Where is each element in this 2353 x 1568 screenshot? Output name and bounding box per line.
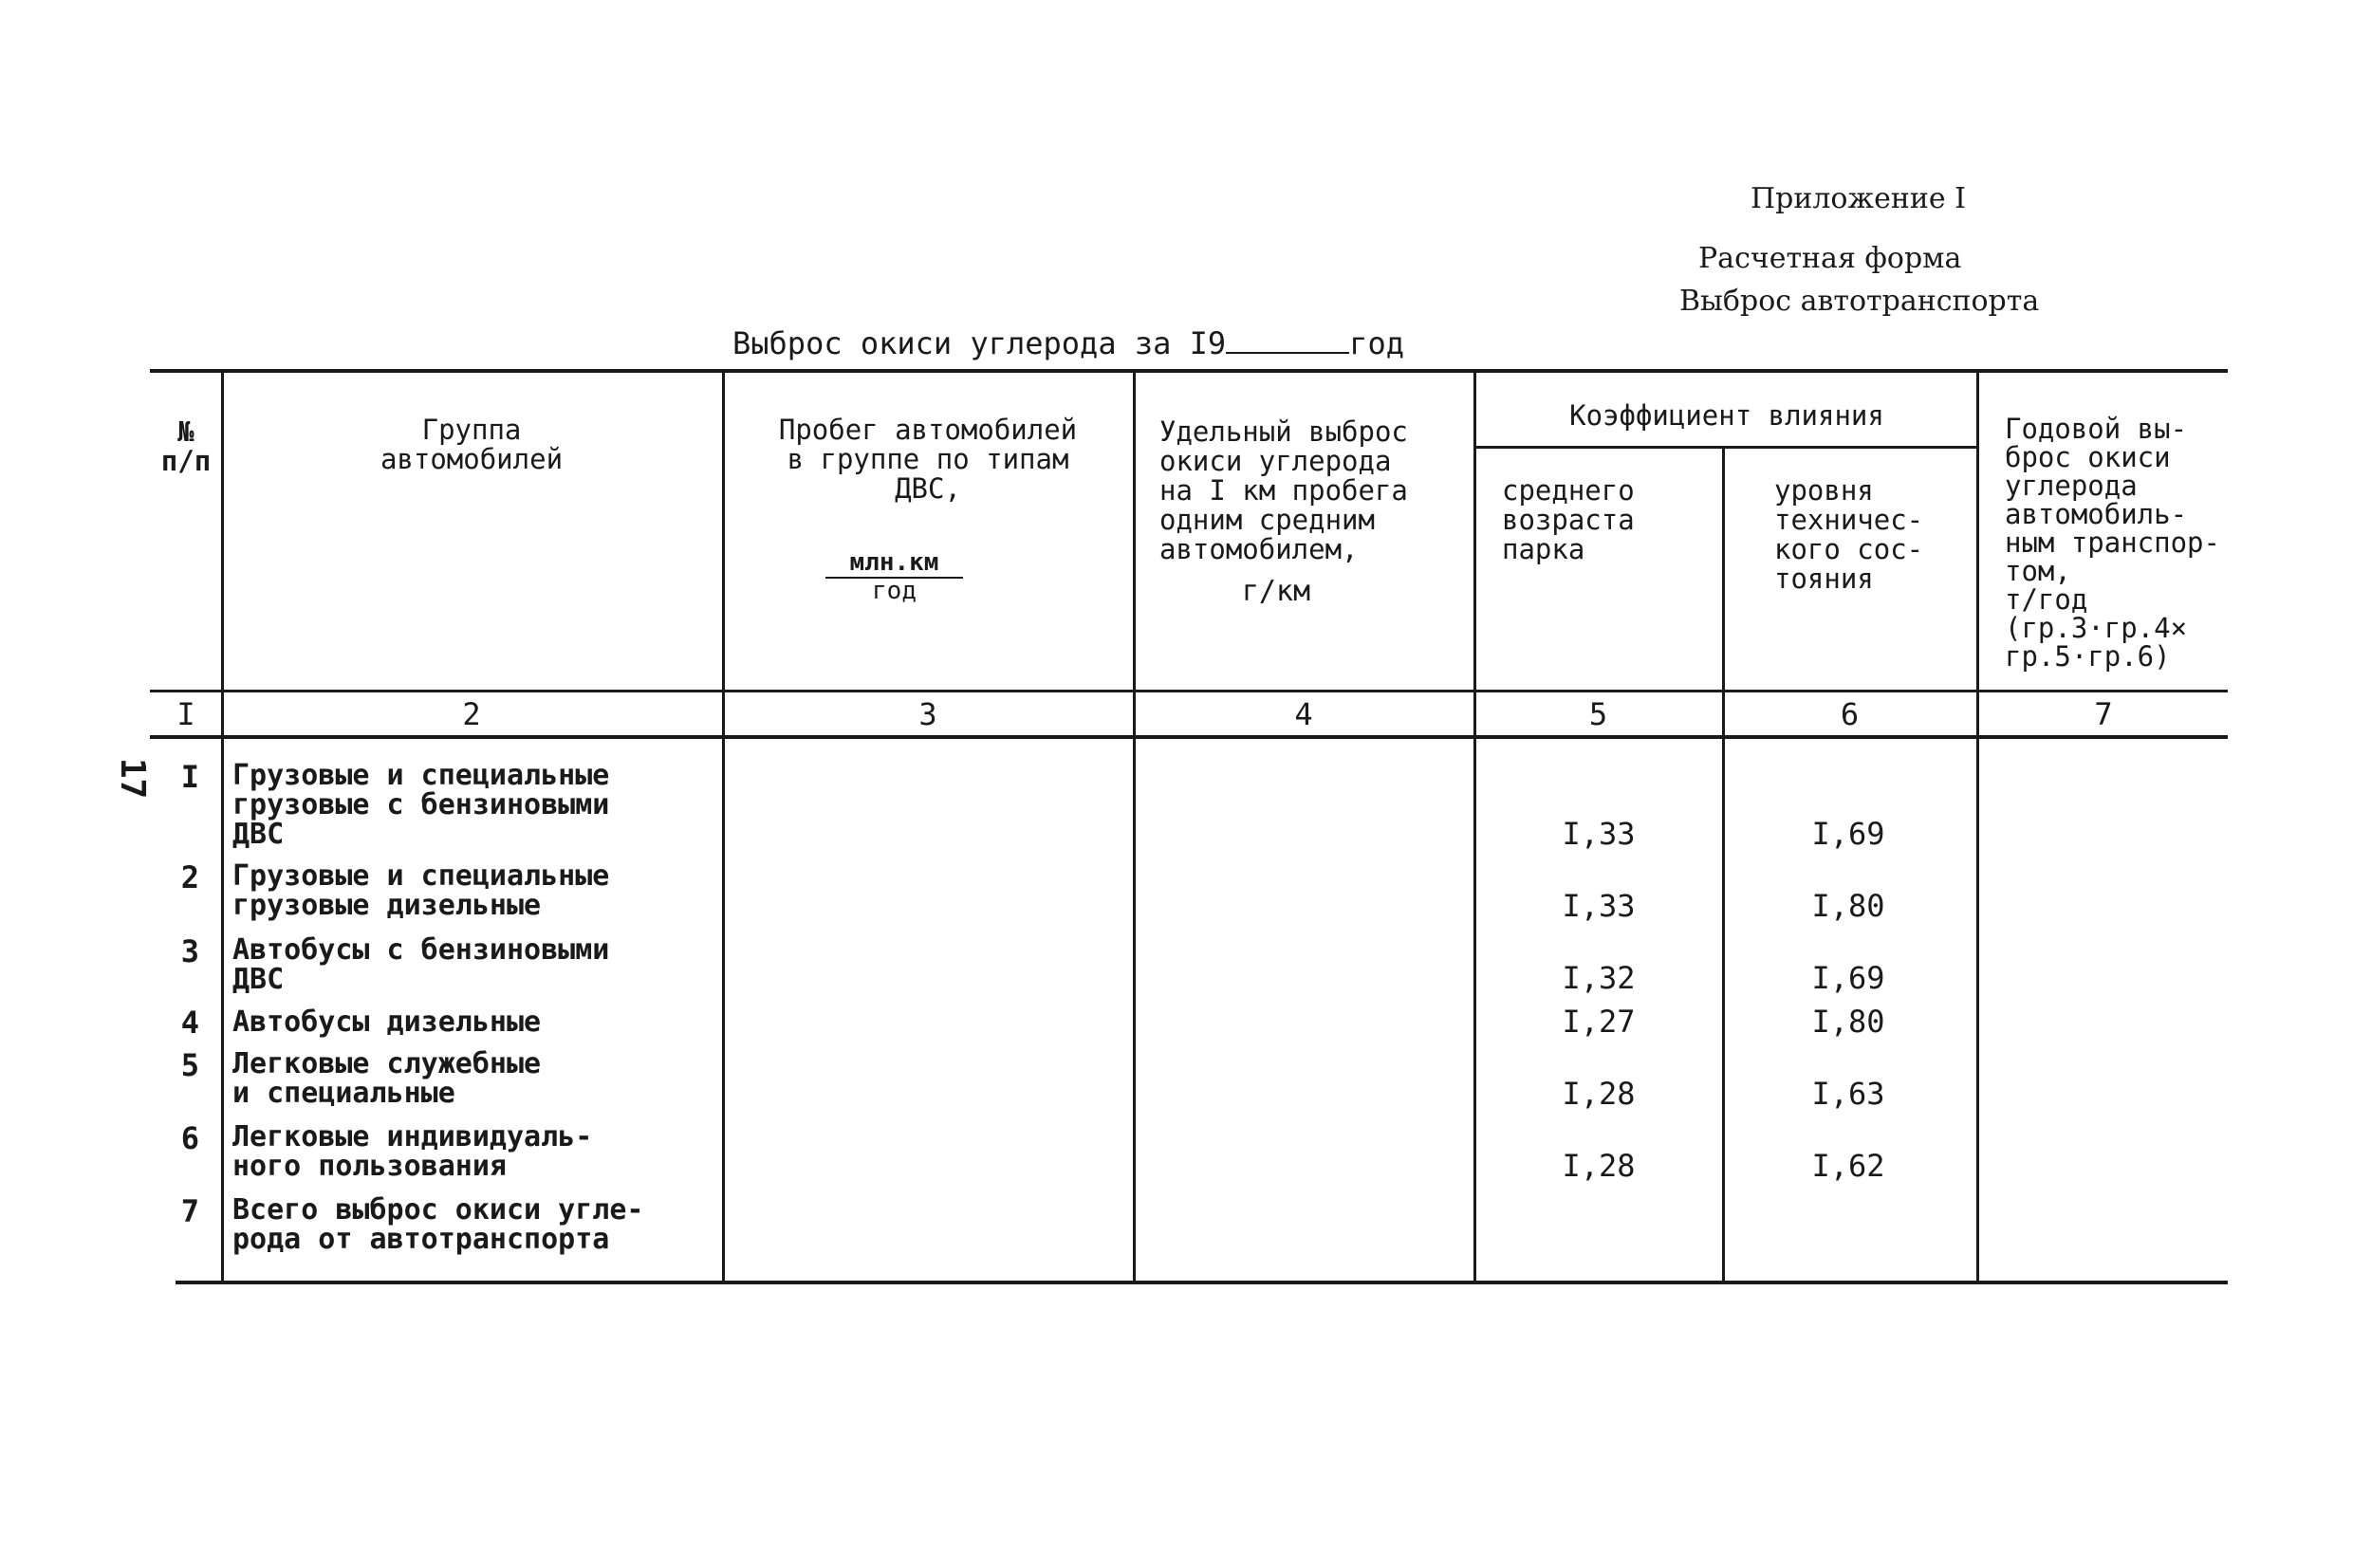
col-divider-5 — [1722, 447, 1725, 1283]
header-num: № п/п — [160, 415, 212, 477]
colnum-2: 2 — [462, 696, 481, 732]
page-number: 17 — [113, 757, 153, 800]
header-coef: Коэффициент влияния — [1569, 399, 1884, 432]
row-7-num: 7 — [180, 1193, 199, 1229]
header-annual: Годовой вы- брос окиси углерода автомобиль- ным транспор- том, т/год (гр.3·гр.4× гр.5·гр.6) — [2005, 413, 2220, 673]
row-5-coef-tech: I,63 — [1811, 1076, 1885, 1112]
row-2-coef-tech: I,80 — [1811, 888, 1885, 924]
colnum-7: 7 — [2094, 696, 2113, 732]
col-divider-6 — [1976, 371, 1979, 1283]
colnum-1: I — [176, 696, 195, 732]
col-divider-4 — [1473, 371, 1476, 1283]
appendix-label: Приложение I — [1751, 182, 1966, 215]
colnum-4: 4 — [1294, 696, 1313, 732]
mileage-unit-bottom: год — [872, 577, 917, 605]
page-title — [732, 325, 1404, 361]
row-4-coef-tech: I,80 — [1811, 1004, 1885, 1040]
col-divider-3 — [1133, 371, 1136, 1283]
coef-divider — [1475, 446, 1978, 449]
row-2-name: Грузовые и специальные грузовые дизельные — [232, 859, 610, 922]
row-3-name: Автобусы с бензиновыми ДВС — [232, 933, 610, 996]
row-3-coef-age: I,32 — [1562, 960, 1636, 996]
table-bottom-border — [176, 1281, 2228, 1284]
colnum-5: 5 — [1588, 696, 1608, 732]
col-divider-2 — [722, 371, 725, 1283]
row-1-coef-age: I,33 — [1562, 816, 1636, 852]
row-6-coef-age: I,28 — [1562, 1148, 1636, 1184]
row-5-num: 5 — [180, 1047, 199, 1083]
table-top-border — [150, 369, 2228, 373]
row-6-coef-tech: I,62 — [1811, 1148, 1885, 1184]
row-3-num: 3 — [180, 933, 199, 969]
row-6-name: Легковые индивидуаль- ного пользования — [232, 1120, 593, 1183]
colnum-bottom-border — [150, 735, 2228, 739]
row-5-coef-age: I,28 — [1562, 1076, 1636, 1112]
header-specific: Удельный выброс окиси углерода на I км пробега одним средним автомобилем, — [1159, 415, 1408, 565]
colnum-3: 3 — [918, 696, 937, 732]
row-6-num: 6 — [180, 1120, 199, 1156]
row-2-coef-age: I,33 — [1562, 888, 1636, 924]
row-3-coef-tech: I,69 — [1811, 960, 1885, 996]
header-bottom-border — [150, 690, 2228, 692]
row-1-coef-tech: I,69 — [1811, 816, 1885, 852]
header-coef-tech: уровня техничес- кого сос- тояния — [1774, 474, 1924, 595]
mileage-unit-top: млн.км — [849, 548, 939, 577]
form-label: Расчетная форма — [1698, 242, 1962, 275]
header-coef-age: среднего возраста парка — [1502, 474, 1635, 565]
row-5-name: Легковые служебные и специальные — [232, 1047, 542, 1110]
colnum-6: 6 — [1840, 696, 1860, 732]
header-mileage: Пробег автомобилей в группе по типам ДВС, — [778, 414, 1078, 505]
header-group: Группа автомобилей — [380, 414, 564, 475]
col-divider-1 — [221, 371, 224, 1283]
form-subject: Выброс автотранспорта — [1679, 285, 2040, 318]
row-1-name: Грузовые и специальные грузовые с бензиновыми ДВС — [232, 759, 610, 851]
row-4-num: 4 — [180, 1005, 199, 1041]
specific-unit: г/км — [1241, 575, 1311, 608]
row-1-num: I — [180, 759, 199, 795]
year-blank — [1226, 327, 1349, 354]
row-7-name: Всего выброс окиси угле- рода от автотранспорта — [232, 1193, 644, 1256]
row-2-num: 2 — [180, 859, 199, 895]
title-suffix: год — [1349, 325, 1404, 361]
title-prefix: Выброс окиси углерода за I9 — [732, 325, 1227, 361]
row-4-coef-age: I,27 — [1562, 1004, 1636, 1040]
row-4-name: Автобусы дизельные — [232, 1005, 542, 1039]
